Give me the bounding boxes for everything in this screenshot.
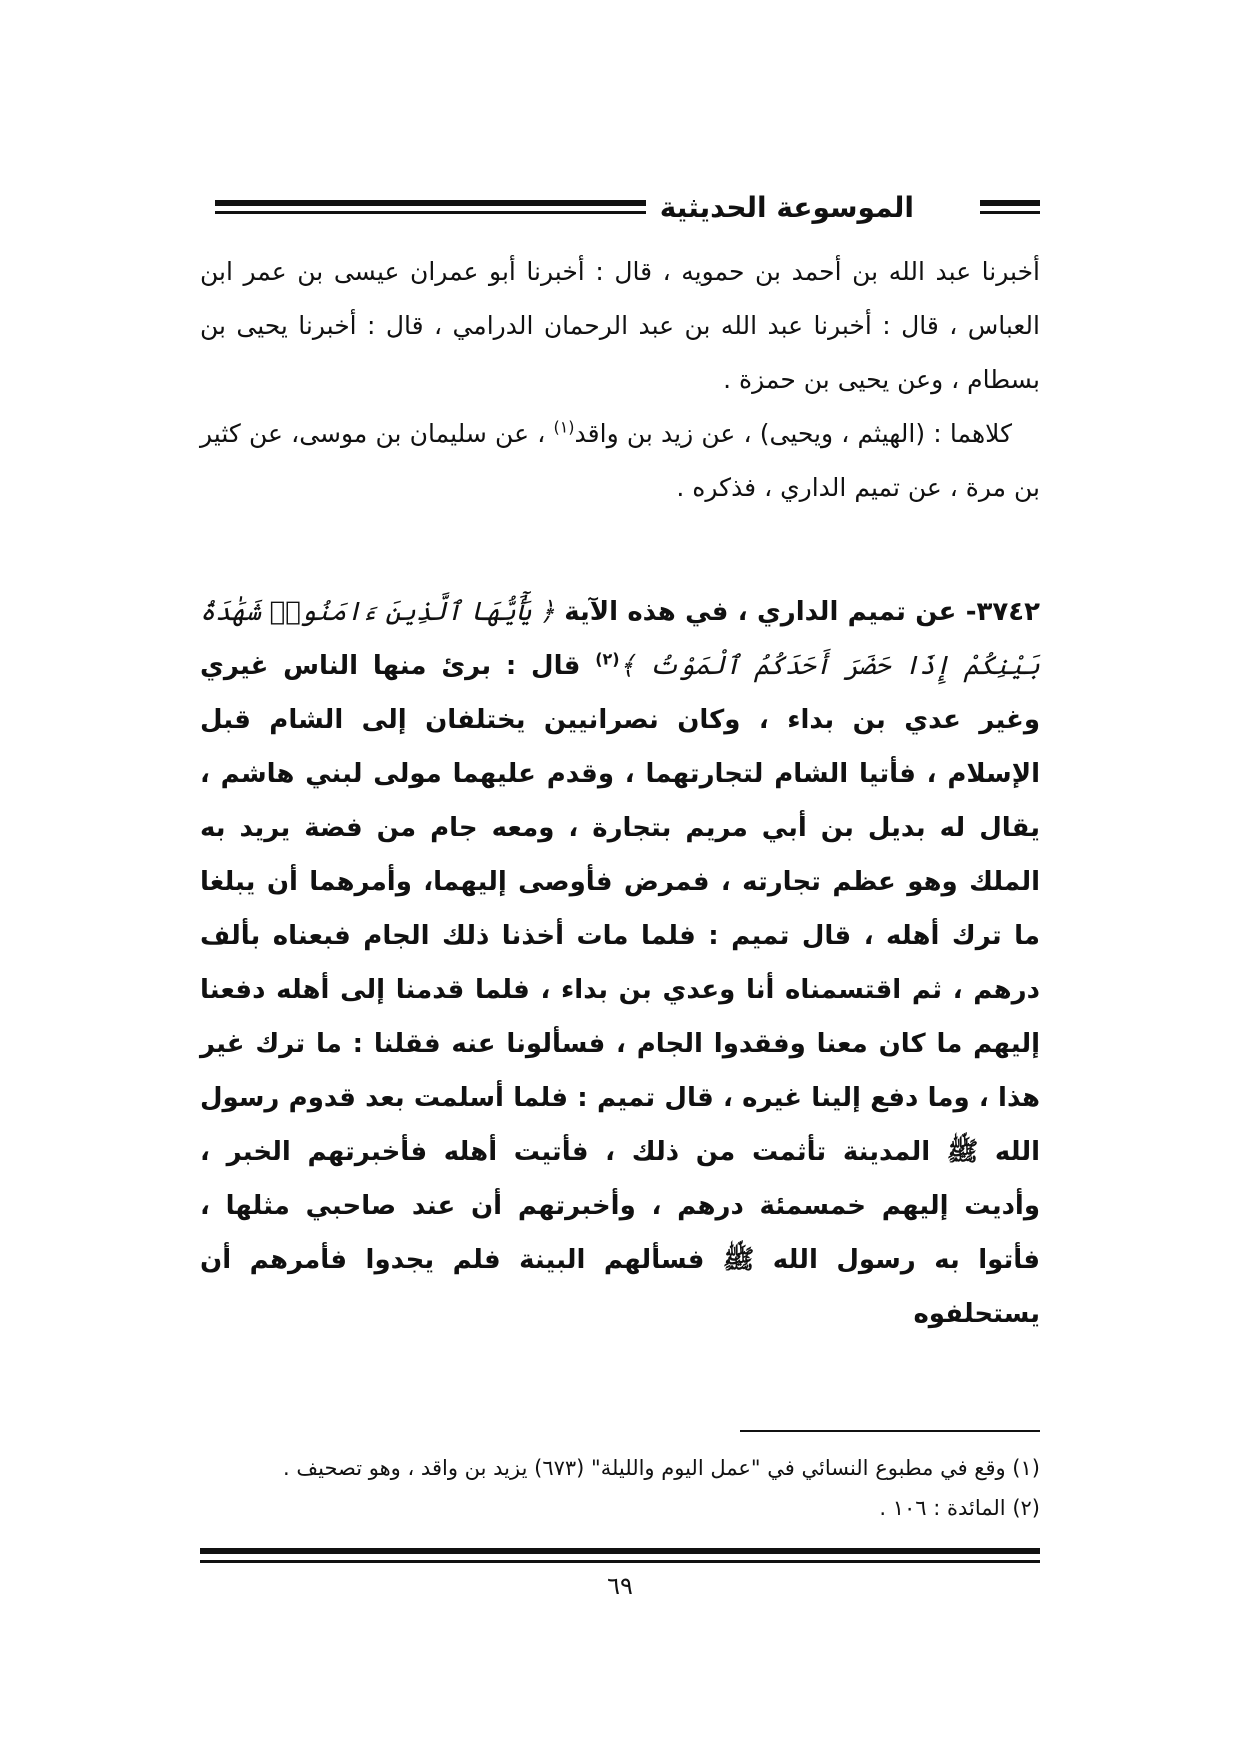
hadith-text: قال : برئ منها الناس غيري وغير عدي بن بداء ، وكان نصرانيين يختلفان إلى الشام قبل الإسلام ، فأتيا الشام لتجارتهما ، وقدم عليهما مولى لبني هاشم ، يقال له بديل بن أبي مريم بتجارة ، ومعه جام من فضة يريد به الملك وهو عظم تجارته ، فمرض فأوصى إليهما، وأمرهما أن يبلغا ما ترك أهله ، قال تميم : فلما مات أخذنا ذلك الجام فبعناه بألف درهم ، ثم اقتسمناه أنا وعدي بن بداء ، فلما قدمنا إلى أهله دفعنا إليهم ما كان معنا وفقدوا الجام ، فسألونا عنه فقلنا : ما ترك غير هذا ، وما دفع إلينا غيره ، قال تميم : فلما أسلمت بعد قدوم رسول الله ﷺ المدينة تأثمت من ذلك ، فأتيت أهله فأخبرتهم الخبر ، وأديت إليهم خمسمئة درهم ، وأخبرتهم أن عند صاحبي مثلها ، فأتوا به رسول الله ﷺ فسألهم البينة فلم يجدوا فأمرهم أن يستحلفوه xyxy=(200,651,1040,1329)
footnote-ref-1: (١) xyxy=(553,417,575,437)
footnotes xyxy=(200,1448,1040,1528)
footnote-2: (٢) المائدة : ١٠٦ . xyxy=(879,1496,1040,1520)
hadith-section xyxy=(200,585,1040,1341)
intro-paragraph-1: أخبرنا عبد الله بن أحمد بن حمويه ، قال : أخبرنا أبو عمران عيسى بن عمر ابن العباس ، قال : أخبرنا عبد الله بن عبد الرحمان الدرامي ، قال : أخبرنا يحيى بن بسطام ، وعن يحيى بن حمزة . xyxy=(200,257,1040,394)
header-rule-right xyxy=(980,200,1040,214)
bottom-rule xyxy=(200,1548,1040,1563)
hadith-number-prefix: ٣٧٤٢- عن تميم الداري ، في هذه الآية xyxy=(554,597,1040,627)
intro-paragraph-2 xyxy=(200,407,1040,515)
page-header xyxy=(215,188,1040,228)
quran-verse: ﴿ يَٰٓأَيُّهَا ٱلَّذِينَ ءَامَنُوا۟ شَهَٰدَةُ بَيْنِكُمْ إِذَا حَضَرَ أَحَدَكُمُ ٱلْمَوْتُ ﴾ xyxy=(200,597,1041,681)
intro-para2-after: ، عن سليمان بن موسى، عن كثير بن مرة ، عن تميم الداري ، فذكره . xyxy=(200,419,1040,502)
intro-section xyxy=(200,245,1040,515)
header-title: الموسوعة الحديثية xyxy=(646,188,928,228)
footnote-ref-2: (٢) xyxy=(595,649,620,669)
footnote-1: (١) وقع في مطبوع النسائي في "عمل اليوم والليلة" (٦٧٣) يزيد بن واقد ، وهو تصحيف . xyxy=(283,1456,1040,1480)
intro-para2-before: كلاهما : (الهيثم ، ويحيى) ، عن زيد بن واقد xyxy=(574,419,1012,448)
page-number: ٦٩ xyxy=(607,1572,633,1600)
hadith-paragraph xyxy=(200,585,1040,1341)
footnote-separator xyxy=(740,1430,1040,1432)
